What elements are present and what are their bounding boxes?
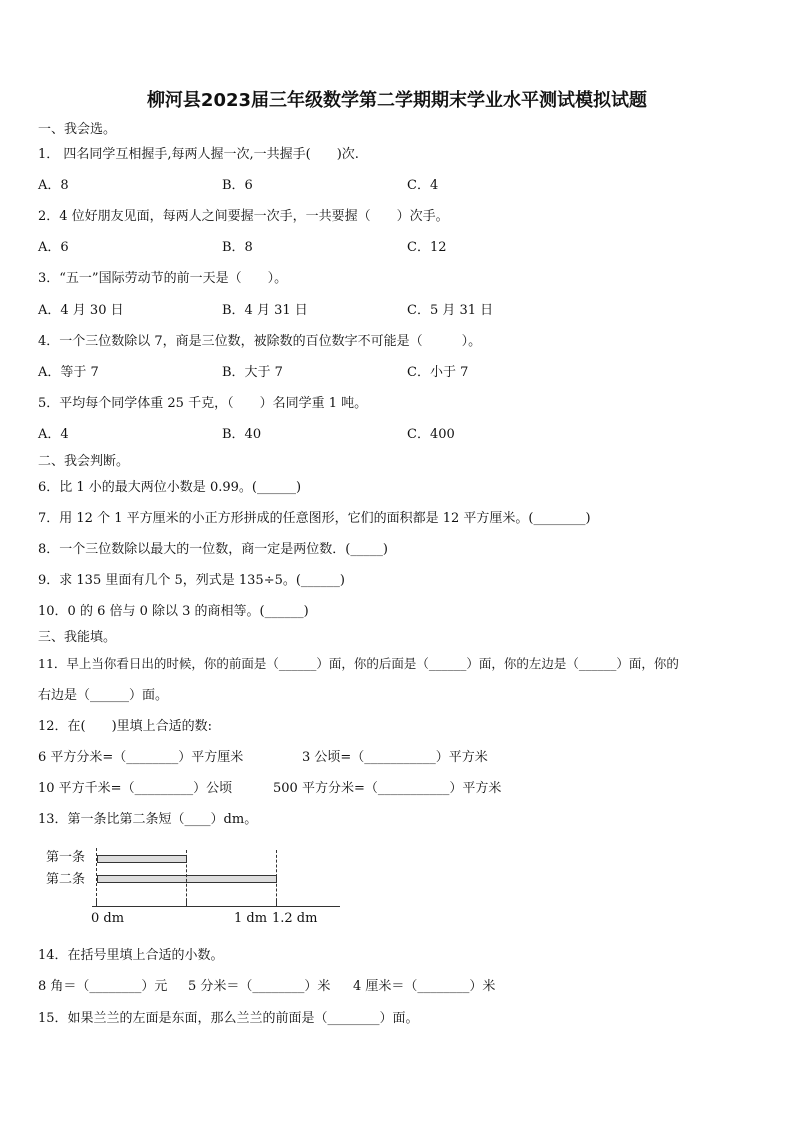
question-8: 8．一个三位数除以最大的一位数，商一定是两位数．(_____) [38, 542, 388, 557]
q12-item-4: 500 平方分米=（___________）平方米 [273, 781, 502, 796]
bar2-end-dashed-line [276, 850, 277, 906]
bar1-end-dashed-line [186, 850, 187, 906]
axis-tick-2 [276, 901, 277, 906]
q5-option-b: B．40 [222, 427, 262, 442]
question-12: 12．在( )里填上合适的数: [38, 719, 213, 734]
q12-item-1: 6 平方分米=（________）平方厘米 [38, 750, 244, 765]
q4-option-b: B．大于 7 [222, 365, 283, 380]
q1-option-a: A．8 [38, 178, 69, 193]
q14-item-3: 4 厘米＝（________）米 [353, 979, 496, 994]
question-2: 2．4 位好朋友见面，每两人之间要握一次手，一共要握（ ）次手。 [38, 209, 449, 224]
bar1-label: 第一条 [46, 850, 86, 865]
q2-option-c: C．12 [407, 240, 447, 255]
bar-second [97, 875, 277, 883]
q2-option-a: A．6 [38, 240, 69, 255]
q3-option-a: A．4 月 30 日 [38, 303, 124, 318]
axis-label-0: 0 dm [91, 911, 125, 926]
question-13: 13．第一条比第二条短（____）dm。 [38, 812, 258, 827]
bar-first [97, 855, 187, 863]
page-title: 柳河县2023届三年级数学第二学期期末学业水平测试模拟试题 [146, 90, 648, 111]
question-7: 7．用 12 个 1 平方厘米的小正方形拼成的任意图形，它们的面积都是 12 平方厘米。(________) [38, 511, 591, 526]
question-5: 5．平均每个同学体重 25 千克，（ ）名同学重 1 吨。 [38, 396, 368, 411]
question-10: 10．0 的 6 倍与 0 除以 3 的商相等。(______) [38, 604, 309, 619]
question-9: 9．求 135 里面有几个 5，列式是 135÷5。(______) [38, 573, 346, 588]
q2-option-b: B．8 [222, 240, 253, 255]
q12-item-2: 3 公顷=（___________）平方米 [302, 750, 488, 765]
q12-item-3: 10 平方千米=（_________）公顷 [38, 781, 233, 796]
q14-item-1: 8 角＝（________）元 [38, 979, 168, 994]
section-heading-2: 二、我会判断。 [38, 454, 130, 469]
question-6: 6．比 1 小的最大两位小数是 0.99。(______) [38, 480, 302, 495]
axis-label-1: 1 dm [234, 911, 268, 926]
question-15: 15．如果兰兰的左面是东面，那么兰兰的前面是（________）面。 [38, 1011, 419, 1026]
question-14: 14．在括号里填上合适的小数。 [38, 948, 224, 963]
question-11-line1: 11．早上当你看日出的时候，你的前面是（______）面，你的后面是（______）面，你的左边是（______）面，你的 [38, 656, 679, 671]
q5-option-a: A．4 [38, 427, 69, 442]
section-heading-3: 三、我能填。 [38, 630, 117, 645]
q3-option-c: C．5 月 31 日 [407, 303, 494, 318]
question-4: 4．一个三位数除以 7，商是三位数，被除数的百位数字不可能是（ ）。 [38, 334, 482, 349]
question-11-line2: 右边是（______）面。 [38, 688, 169, 703]
q3-option-b: B．4 月 31 日 [222, 303, 308, 318]
axis-tick-1 [186, 901, 187, 906]
q14-item-2: 5 分米＝（________）米 [188, 979, 331, 994]
section-heading-1: 一、我会选。 [38, 122, 117, 137]
q5-option-c: C．400 [407, 427, 455, 442]
axis-label-2: 1.2 dm [272, 911, 318, 926]
question-3: 3．“五一”国际劳动节的前一天是（ ）。 [38, 271, 288, 286]
q4-option-c: C．小于 7 [407, 365, 469, 380]
q1-option-b: B．6 [222, 178, 253, 193]
q1-option-c: C．4 [407, 178, 439, 193]
question-1: 1． 四名同学互相握手,每两人握一次,一共握手( )次. [38, 147, 359, 162]
axis-tick-0 [96, 901, 97, 906]
bar2-label: 第二条 [46, 872, 86, 887]
q4-option-a: A．等于 7 [38, 365, 99, 380]
number-axis [92, 906, 340, 907]
